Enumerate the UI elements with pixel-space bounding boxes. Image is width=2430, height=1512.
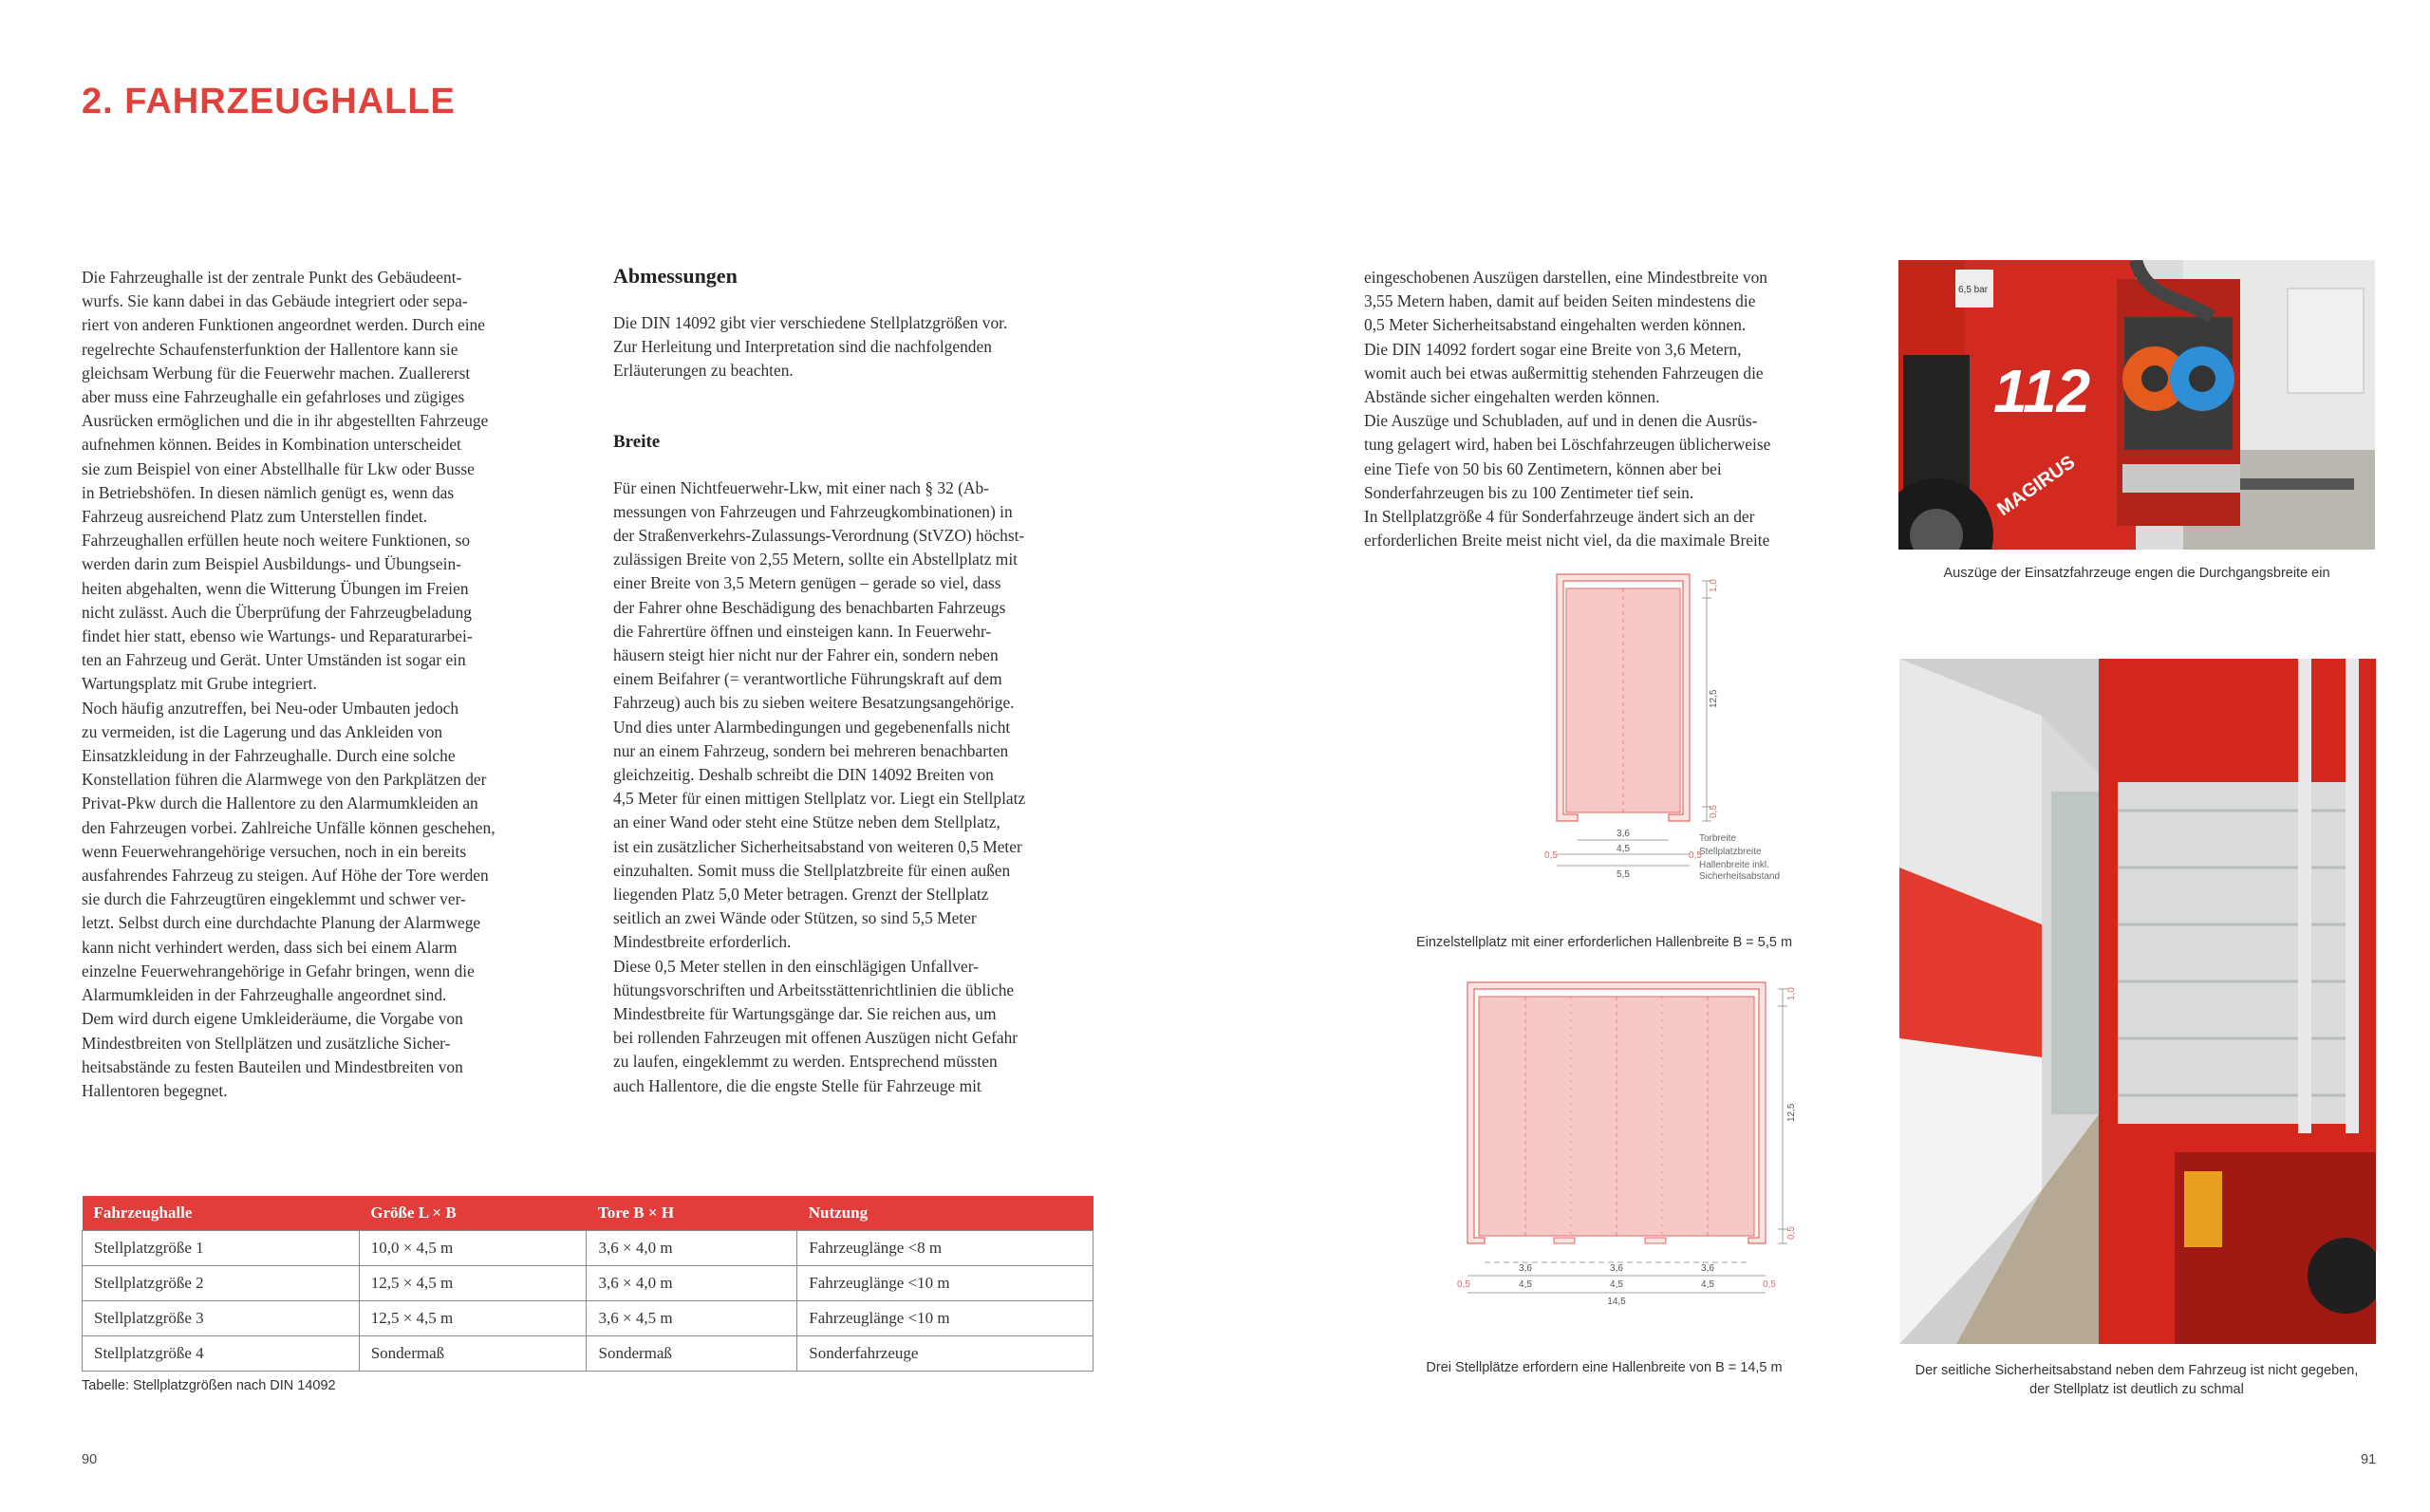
tail-light xyxy=(2184,1171,2222,1247)
column-pillar xyxy=(1554,1238,1575,1243)
text-line: einem Beifahrer (= verantwortliche Führungskraft auf dem xyxy=(613,669,1002,689)
text-line: eingeschobenen Auszügen darstellen, eine Mindestbreite von xyxy=(1364,268,1767,287)
corridor-depth xyxy=(2051,792,2099,1114)
diagram-three-spaces-svg xyxy=(1452,978,1851,1329)
text-line: Fahrzeug ausreichend Platz zum Unterstellen findet. xyxy=(82,507,428,527)
text-line: Hallentoren begegnet. xyxy=(82,1080,228,1100)
text-line: seitlich an zwei Wände oder Stützen, so sind 5,5 Meter xyxy=(613,908,977,928)
text-line: werden darin zum Beispiel Ausbildungs- und Übungsein- xyxy=(82,554,461,574)
column-pillar xyxy=(1645,1238,1666,1243)
photo-narrow-aisle-svg xyxy=(1899,659,2376,1344)
body-column-middle xyxy=(613,262,1107,1098)
text-line: häusern steigt hier nicht nur der Fahrer ein, sondern neben xyxy=(613,645,999,665)
dim-label: 4,5 xyxy=(1701,1279,1714,1290)
text-line: Mindestbreiten von Stellplätzen und zusätzliche Sicher- xyxy=(82,1033,451,1053)
section-heading: Abmessungen xyxy=(613,264,738,288)
body-column-left xyxy=(82,266,566,1103)
text-line: der Fahrer ohne Beschädigung des benachbarten Fahrzeugs xyxy=(613,597,1006,617)
dim-label: 0,5 xyxy=(1457,1279,1470,1290)
text-line: Mindestbreite erforderlich. xyxy=(613,932,792,952)
text-line: messungen von Fahrzeugen und Fahrzeugkombinationen) in xyxy=(613,501,1013,521)
text-line: wurfs. Sie kann dabei in das Gebäude integriert oder sepa- xyxy=(82,291,468,311)
hose-reel-core xyxy=(2141,365,2168,392)
text-line: Fahrzeug) auch bis zu sieben weitere Besatzungsangehörige. xyxy=(613,693,1015,713)
text-line: tung gelagert wird, haben bei Löschfahrzeugen üblicherweise xyxy=(1364,435,1771,455)
table-row xyxy=(83,1230,1094,1265)
table-cell: 12,5 × 4,5 m xyxy=(359,1265,587,1300)
text-line: bei rollenden Fahrzeugen mit offenen Auszügen nicht Gefahr xyxy=(613,1028,1019,1048)
dim-label: 14,5 xyxy=(1607,1297,1626,1307)
table-cell: Sondermaß xyxy=(359,1335,587,1371)
text-line: Wartungsplatz mit Grube integriert. xyxy=(82,674,317,694)
text-line: Dem wird durch eigene Umkleideräume, die Vorgabe von xyxy=(82,1009,463,1029)
photo-narrow-aisle xyxy=(1899,659,2376,1344)
photo-caption xyxy=(1889,1361,2384,1399)
table-header: Fahrzeughalle xyxy=(83,1196,360,1230)
stellplatz-table xyxy=(82,1196,1094,1372)
text-line: Einsatzkleidung in der Fahrzeughalle. Durch eine solche xyxy=(82,746,456,766)
roller-shutter xyxy=(2118,782,2357,1124)
dim-label: 0,5 xyxy=(1689,850,1702,861)
text-line: liegenden Platz 5,0 Meter betragen. Grenzt der Stellplatz xyxy=(613,885,989,905)
brand-lettering: MAGIRUS xyxy=(1993,451,2080,521)
table-cell: Stellplatzgröße 2 xyxy=(83,1265,360,1300)
text-line: nur an einem Fahrzeug, sondern bei mehreren benachbarten xyxy=(613,740,1009,760)
page-title: 2. FAHRZEUGHALLE xyxy=(82,82,456,121)
dim-label: 3,6 xyxy=(1701,1263,1714,1274)
text-line: Für einen Nichtfeuerwehr-Lkw, mit einer nach § 32 (Ab- xyxy=(613,477,989,497)
text-line: auch Hallentore, die die engste Stelle für Fahrzeuge mit xyxy=(613,1075,981,1095)
text-line: kann nicht verhindert werden, dass sich bei einem Alarm xyxy=(82,937,458,957)
table-cell: Sondermaß xyxy=(587,1335,797,1371)
dim-label: 0,5 xyxy=(1763,1279,1776,1290)
table-cell: Stellplatzgröße 1 xyxy=(83,1230,360,1265)
text-line: womit auch bei etwas außermittig stehenden Fahrzeugen die xyxy=(1364,363,1764,383)
text-line: heitsabstände zu festen Bauteilen und Mindestbreiten von xyxy=(82,1056,463,1076)
text-line: einzuhalten. Somit muss die Stellplatzbreite für einen außen xyxy=(613,860,1011,880)
text-line: an einer Wand oder steht eine Stütze neben dem Stellplatz, xyxy=(613,812,1000,832)
table-cell: 12,5 × 4,5 m xyxy=(359,1300,587,1335)
text-line: Die Fahrzeughalle ist der zentrale Punkt des Gebäudeent- xyxy=(82,268,462,287)
table-cell: 3,6 × 4,0 m xyxy=(587,1230,797,1265)
text-line: Alarmumkleiden in der Fahrzeughalle angeordnet sind. xyxy=(82,985,447,1005)
vehicle-number: 112 xyxy=(1993,357,2091,425)
diagram-caption: Einzelstellplatz mit einer erforderlichen Hallenbreite B = 5,5 m xyxy=(1415,935,1793,950)
text-line: Konstellation führen die Alarmwege von den Parkplätzen der xyxy=(82,770,487,790)
text-line: In Stellplatzgröße 4 für Sonderfahrzeuge ändert sich an der xyxy=(1364,507,1755,527)
text-line: regelrechte Schaufensterfunktion der Hallentore kann sie xyxy=(82,339,458,359)
ladder-rail xyxy=(2346,659,2359,1133)
text-line: Sonderfahrzeugen bis zu 100 Zentimeter tief sein. xyxy=(1364,482,1694,502)
text-line: 4,5 Meter für einen mittigen Stellplatz vor. Liegt ein Stellplatz xyxy=(613,789,1026,809)
table-cell: Fahrzeuglänge <10 m xyxy=(797,1300,1094,1335)
text-line: sie durch die Fahrzeugtüren eingeklemmt und schwer ver- xyxy=(82,889,466,909)
dim-label: 4,5 xyxy=(1610,1279,1623,1290)
photo-fire-truck-compartments-svg xyxy=(1898,260,2375,550)
text-line: Privat-Pkw durch die Hallentore zu den Alarmumkleiden an xyxy=(82,793,478,813)
text-line: zulässigen Breite von 2,55 Metern, sollte ein Abstellplatz mit xyxy=(613,550,1018,569)
text-line: gleichsam Werbung für die Feuerwehr machen. Zuallererst xyxy=(82,363,471,383)
text-line: Mindestbreite für Wartungsgänge dar. Sie reichen aus, um xyxy=(613,1004,997,1024)
table-header: Tore B × H xyxy=(587,1196,797,1230)
table-cell: Sonderfahrzeuge xyxy=(797,1335,1094,1371)
page-number-right: 91 xyxy=(2361,1452,2377,1467)
dim-label: 0,5 xyxy=(1786,1226,1797,1240)
dim-label: 3,6 xyxy=(1519,1263,1532,1274)
text-line: Fahrzeughallen erfüllen heute noch weitere Funktionen, so xyxy=(82,531,471,551)
dim-label: 5,5 xyxy=(1617,869,1630,880)
text-line: der Straßenverkehrs-Zulassungs-Verordnung (StVZO) höchst- xyxy=(613,526,1025,546)
text-line: zu laufen, eingeklemmt zu werden. Entsprechend müssten xyxy=(613,1052,998,1072)
diagram-caption: Drei Stellplätze erfordern eine Hallenbreite von B = 14,5 m xyxy=(1426,1360,1783,1375)
text-line: Abstände sicher eingehalten werden können. xyxy=(1364,387,1660,407)
table-header-row xyxy=(83,1196,1094,1230)
hose-reel-core xyxy=(2189,365,2215,392)
trailer-bar xyxy=(2240,478,2354,490)
dim-label: 1,0 xyxy=(1786,987,1797,1000)
text-line: Ausrücken ermöglichen und die in ihr abgestellten Fahrzeuge xyxy=(82,411,489,431)
text-line: in Betriebshöfen. In diesen nämlich genügt es, wenn das xyxy=(82,482,455,502)
text-line: heiten abgehalten, wenn die Witterung Übungen im Freien xyxy=(82,578,469,598)
text-line: zu vermeiden, ist die Lagerung und das Ankleiden von xyxy=(82,721,443,741)
text-line: 3,55 Metern haben, damit auf beiden Seiten mindestens die xyxy=(1364,291,1756,311)
text-line: erforderlichen Breite meist nicht viel, da die maximale Breite xyxy=(1364,531,1770,551)
text-line: nicht zulässt. Auch die Überprüfung der Fahrzeugbeladung xyxy=(82,602,472,622)
dim-label: 0,5 xyxy=(1709,805,1719,818)
table-row xyxy=(83,1300,1094,1335)
text-line: einzelne Feuerwehrangehörige in Gefahr bringen, wenn die xyxy=(82,961,475,980)
text-line: Erläuterungen zu beachten. xyxy=(613,361,794,381)
diagram-single-space-svg xyxy=(1528,569,1794,902)
legend-item: Hallenbreite inkl. xyxy=(1699,860,1769,870)
text-line: die Fahrertüre öffnen und einsteigen kann. In Feuerwehr- xyxy=(613,621,992,641)
photo-caption: Auszüge der Einsatzfahrzeuge engen die Durchgangsbreite ein xyxy=(1943,566,2330,581)
legend-item: Stellplatzbreite xyxy=(1699,847,1762,857)
text-line: Die Auszüge und Schubladen, auf und in denen die Ausrüs- xyxy=(1364,411,1758,431)
table-caption: Tabelle: Stellplatzgrößen nach DIN 14092 xyxy=(82,1378,336,1393)
text-line: aber muss eine Fahrzeughalle ein gefahrloses und zügiges xyxy=(82,387,465,407)
dim-label: 0,5 xyxy=(1544,850,1558,861)
text-line: gleichzeitig. Deshalb schreibt die DIN 14092 Breiten von xyxy=(613,765,994,785)
table-header: Nutzung xyxy=(797,1196,1094,1230)
caption-line: der Stellplatz ist deutlich zu schmal xyxy=(2029,1382,2244,1397)
text-line: ten an Fahrzeug und Gerät. Unter Umständen ist sogar ein xyxy=(82,650,466,670)
intro-paragraph xyxy=(613,311,1107,383)
text-line: ausfahrendes Fahrzeug zu steigen. Auf Höhe der Tore werden xyxy=(82,866,489,886)
text-line: eine Tiefe von 50 bis 60 Zentimetern, können aber bei xyxy=(1364,458,1722,478)
dim-label: 4,5 xyxy=(1519,1279,1532,1290)
dim-label: 4,5 xyxy=(1617,844,1630,854)
parking-area xyxy=(1479,997,1754,1236)
photo-fire-truck-compartments xyxy=(1898,260,2375,550)
text-line: Noch häufig anzutreffen, bei Neu-oder Umbauten jedoch xyxy=(82,698,459,718)
table-cell: 3,6 × 4,5 m xyxy=(587,1300,797,1335)
diagram-single-space xyxy=(1528,569,1794,902)
table-cell: Stellplatzgröße 4 xyxy=(83,1335,360,1371)
gauge-text: 6,5 bar xyxy=(1958,285,1989,295)
text-line: wenn Feuerwehrangehörige versuchen, noch in ein bereits xyxy=(82,841,467,861)
table-row xyxy=(83,1335,1094,1371)
text-line: Diese 0,5 Meter stellen in den einschlägigen Unfallver- xyxy=(613,956,980,976)
text-line: Und dies unter Alarmbedingungen und gegebenenfalls nicht xyxy=(613,717,1011,737)
table-cell: 10,0 × 4,5 m xyxy=(359,1230,587,1265)
table-cell: 3,6 × 4,0 m xyxy=(587,1265,797,1300)
text-line: hütungsvorschriften und Arbeitsstättenrichtlinien die übliche xyxy=(613,980,1015,999)
text-line: findet hier statt, ebenso wie Wartungs- und Reparaturarbei- xyxy=(82,626,473,646)
text-line: riert von anderen Funktionen angeordnet werden. Durch eine xyxy=(82,315,485,335)
table-cell: Fahrzeuglänge <8 m xyxy=(797,1230,1094,1265)
text-line: 0,5 Meter Sicherheitsabstand eingehalten werden können. xyxy=(1364,315,1747,335)
text-line: den Fahrzeugen vorbei. Zahlreiche Unfälle können geschehen, xyxy=(82,817,495,837)
legend-item: Torbreite xyxy=(1699,833,1736,844)
text-line: aufnehmen können. Beides in Kombination unterscheidet xyxy=(82,435,461,455)
text-line: Die DIN 14092 fordert sogar eine Breite von 3,6 Metern, xyxy=(1364,339,1742,359)
step-tray xyxy=(2122,464,2240,493)
dim-label: 3,6 xyxy=(1617,829,1630,839)
dim-label: 3,6 xyxy=(1610,1263,1623,1274)
text-line: sie zum Beispiel von einer Abstellhalle für Lkw oder Busse xyxy=(82,458,475,478)
breite-paragraph xyxy=(613,476,1107,1098)
legend-item: Sicherheitsabstand xyxy=(1699,871,1781,882)
text-line: Die DIN 14092 gibt vier verschiedene Stellplatzgrößen vor. xyxy=(613,313,1008,332)
table-cell: Stellplatzgröße 3 xyxy=(83,1300,360,1335)
dim-label: 1,0 xyxy=(1709,579,1719,592)
text-line: Zur Herleitung und Interpretation sind die nachfolgenden xyxy=(613,337,992,357)
page-number-left: 90 xyxy=(82,1452,98,1467)
dim-label: 12,5 xyxy=(1709,689,1719,708)
text-line: letzt. Selbst durch eine durchdachte Planung der Alarmwege xyxy=(82,913,481,933)
subsection-heading: Breite xyxy=(613,431,661,452)
ladder-rail xyxy=(2298,659,2311,1133)
caption-line: Der seitliche Sicherheitsabstand neben dem Fahrzeug ist nicht gegeben, xyxy=(1915,1363,2359,1378)
dim-label: 12,5 xyxy=(1786,1103,1797,1122)
table-header: Größe L × B xyxy=(359,1196,587,1230)
body-column-right xyxy=(1364,266,1858,552)
text-line: ist ein zusätzlicher Sicherheitsabstand von weiteren 0,5 Meter xyxy=(613,836,1022,856)
text-line: einer Breite von 3,5 Metern genügen – gerade so viel, dass xyxy=(613,573,1001,593)
table-row xyxy=(83,1265,1094,1300)
diagram-three-spaces xyxy=(1452,978,1851,1329)
wall-cabinet xyxy=(2288,289,2364,393)
table-cell: Fahrzeuglänge <10 m xyxy=(797,1265,1094,1300)
